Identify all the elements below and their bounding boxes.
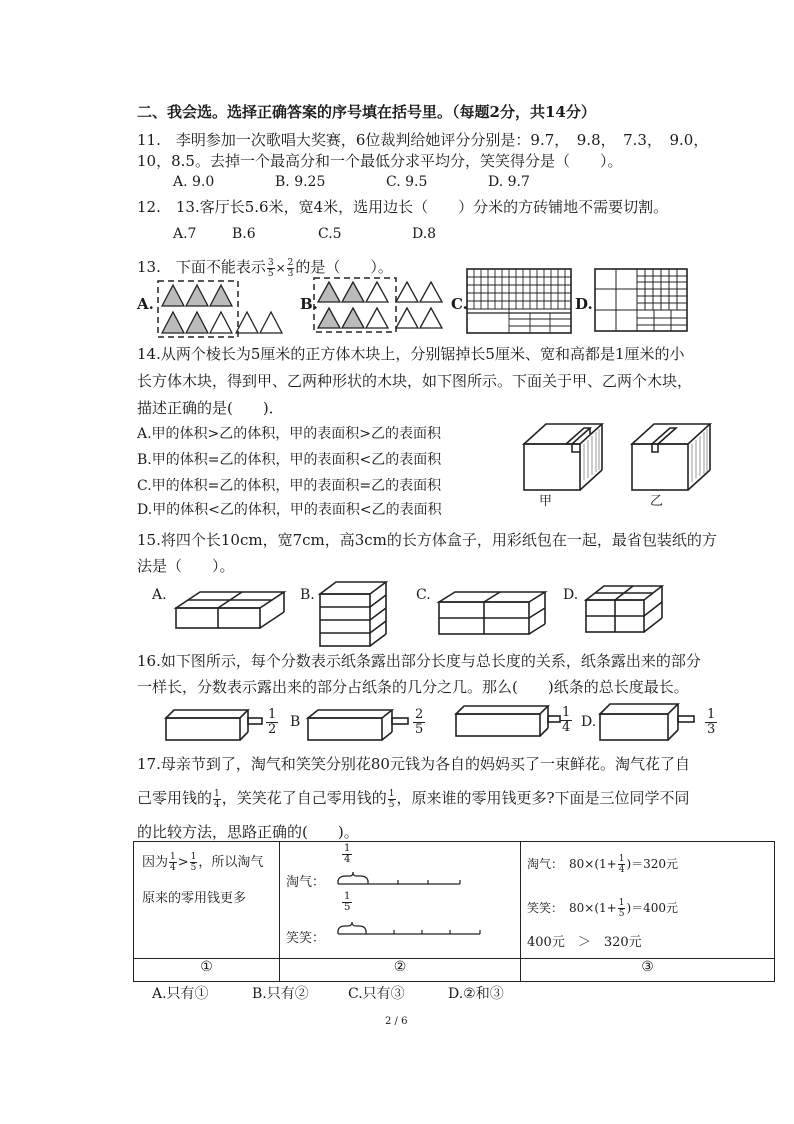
- method-2-taoqi-bar: [334, 870, 464, 890]
- q14-figure-jia: [522, 420, 606, 492]
- method-3-compare: 400元 ＞ 320元: [527, 935, 642, 950]
- q13-label-d: D.: [575, 295, 593, 313]
- q14-line1: 14.从两个棱长为5厘米的正方体木块上，分别锯掉长5厘米、宽和高都是1厘米的小: [137, 345, 685, 363]
- method-3-taoqi: 淘气： 80×(1+ $\frac{1}{4}$ )＝320元: [527, 854, 679, 875]
- q16-line1: 16.如下图所示，每个分数表示纸条露出部分长度与总长度的关系，纸条露出来的部分: [137, 652, 701, 670]
- q11-option-b: B. 9.25: [275, 174, 326, 190]
- q17-line1: 17.母亲节到了，淘气和笑笑分别花80元钱为各自的妈妈买了一束鲜花。淘气花了自: [137, 755, 690, 773]
- q17-option-b: B.只有②: [252, 986, 309, 1002]
- q12-option-a: A.7: [173, 226, 197, 242]
- q15-option-d-figure: [584, 584, 664, 634]
- q13-option-d-figure: [594, 268, 688, 332]
- q14-figure-label-yi: 乙: [650, 494, 664, 509]
- method-1-line2: 原来的零用钱更多: [142, 891, 247, 906]
- q13-label-b: B.: [300, 295, 318, 313]
- q11-line1: 11. 李明参加一次歌唱大奖赛，6位裁判给她评分分别是：9.7， 9.8， 7.3， 9.0，: [137, 131, 709, 149]
- q16-fraction-a: $\frac{1}{2}$: [268, 707, 277, 737]
- q13-option-a-figure: [152, 278, 298, 340]
- method-3-xiaoxiao: 笑笑： 80×(1+ $\frac{1}{5}$ )＝400元: [527, 898, 679, 919]
- method-1-label: ①: [134, 959, 280, 982]
- q15-label-d: D.: [563, 587, 579, 603]
- q17-option-c: C.只有③: [348, 986, 405, 1002]
- q12-option-d: D.8: [412, 226, 437, 242]
- q14-option-b: B.甲的体积=乙的体积，甲的表面积<乙的表面积: [137, 452, 442, 468]
- q14-line2: 长方体木块，得到甲、乙两种形状的木块，如下图所示。下面关于甲、乙两个木块，: [137, 372, 693, 390]
- q17-line3: 的比较方法，思路正确的( )。: [137, 823, 359, 841]
- q13-fraction-2: $\frac{2}{3}$: [287, 257, 294, 279]
- q14-figure-yi: [628, 420, 712, 492]
- q13-post: 的是（ ）。: [295, 258, 393, 276]
- q17-line2: 己零用钱的 $\frac{1}{4}$ ，笑笑花了自己零用钱的 $\frac{1}{5}$ ，原来谁的零用钱更多?下面是三位同学不同: [137, 788, 690, 810]
- method-2-fraction-quarter: $\frac{1}{4}$: [344, 843, 351, 865]
- q16-fraction-b: $\frac{2}{5}$: [415, 707, 424, 737]
- q15-line2: 法是（ ）。: [137, 557, 235, 575]
- q17-option-a: A.只有①: [152, 986, 209, 1002]
- q14-line3: 描述正确的是( )．: [137, 399, 284, 417]
- q14-figure-label-jia: 甲: [539, 494, 553, 509]
- q16-label-d: D.: [581, 714, 597, 730]
- q11-line2: 10，8.5。去掉一个最高分和一个最低分求平均分，笑笑得分是（ ）。: [137, 152, 623, 170]
- q17-fraction-fifth: $\frac{1}{5}$: [388, 788, 395, 810]
- method-2-xiaoxiao-label: 笑笑：: [286, 931, 326, 946]
- q15-label-b: B.: [300, 587, 315, 603]
- q13-option-c-figure: [466, 268, 572, 334]
- method-2-cell: [280, 842, 520, 958]
- section-title: 二、我会选。选择正确答案的序号填在括号里。（每题2分，共14分）: [137, 103, 596, 121]
- q16-strip-b: [306, 708, 410, 744]
- q12-option-b: B.6: [232, 226, 256, 242]
- q15-option-b-figure: [318, 580, 388, 648]
- method-1-line1: 因为 $\frac{1}{4}$ > $\frac{1}{5}$ ，所以淘气: [142, 852, 264, 873]
- q13-pre: 13. 下面不能表示: [137, 258, 266, 276]
- q11-option-d: D. 9.7: [488, 174, 530, 190]
- q15-option-a-figure: [174, 590, 286, 632]
- q16-fraction-d: $\frac{1}{3}$: [707, 707, 716, 737]
- q13-label-a: A.: [137, 295, 154, 313]
- q13-times: ×: [275, 261, 286, 275]
- q11-option-c: C. 9.5: [386, 174, 428, 190]
- q12-line1: 12. 13.客厅长5.6米，宽4米，选用边长（ ）分米的方砖铺地不需要切割。: [137, 198, 669, 216]
- q13-fraction-1: $\frac{3}{5}$: [267, 257, 274, 279]
- q14-option-d: D.甲的体积<乙的体积，甲的表面积<乙的表面积: [137, 502, 442, 518]
- q17-option-d: D.②和③: [448, 986, 504, 1002]
- q15-label-a: A.: [152, 587, 167, 603]
- method-1-cell: [134, 842, 279, 958]
- q11-option-a: A. 9.0: [173, 174, 215, 190]
- q16-line2: 一样长，分数表示露出来的部分占纸条的几分之几。那么( )纸条的总长度最长。: [137, 678, 689, 696]
- method-2-taoqi-label: 淘气：: [286, 875, 326, 890]
- q14-option-a: A.甲的体积>乙的体积，甲的表面积>乙的表面积: [137, 426, 442, 442]
- q16-fraction-c: $\frac{1}{4}$: [562, 705, 571, 735]
- q14-option-c: C.甲的体积=乙的体积，甲的表面积=乙的表面积: [137, 478, 442, 494]
- q16-label-b: B: [290, 714, 301, 730]
- q15-label-c: C.: [416, 587, 431, 603]
- q17-comparison-table: [133, 841, 775, 982]
- q16-strip-c: [450, 704, 562, 740]
- q16-strip-a: [164, 708, 264, 744]
- method-2-label: ②: [280, 959, 521, 982]
- q13-option-b-figure: [310, 276, 450, 336]
- q13-label-c: C.: [451, 295, 468, 313]
- q17-fraction-quarter: $\frac{1}{4}$: [214, 788, 220, 810]
- method-3-label: ③: [521, 959, 775, 982]
- q12-option-c: C.5: [318, 226, 342, 242]
- page-number: 2 / 6: [385, 1016, 408, 1027]
- method-3-cell: [521, 842, 774, 958]
- q15-line1: 15.将四个长10cm，宽7cm，高3cm的长方体盒子，用彩纸包在一起，最省包装纸的方: [137, 531, 717, 549]
- method-2-xiaoxiao-bar: [334, 920, 484, 940]
- q16-strip-d: [598, 702, 698, 742]
- q15-option-c-figure: [437, 590, 547, 636]
- method-2-fraction-fifth: $\frac{1}{5}$: [344, 891, 351, 913]
